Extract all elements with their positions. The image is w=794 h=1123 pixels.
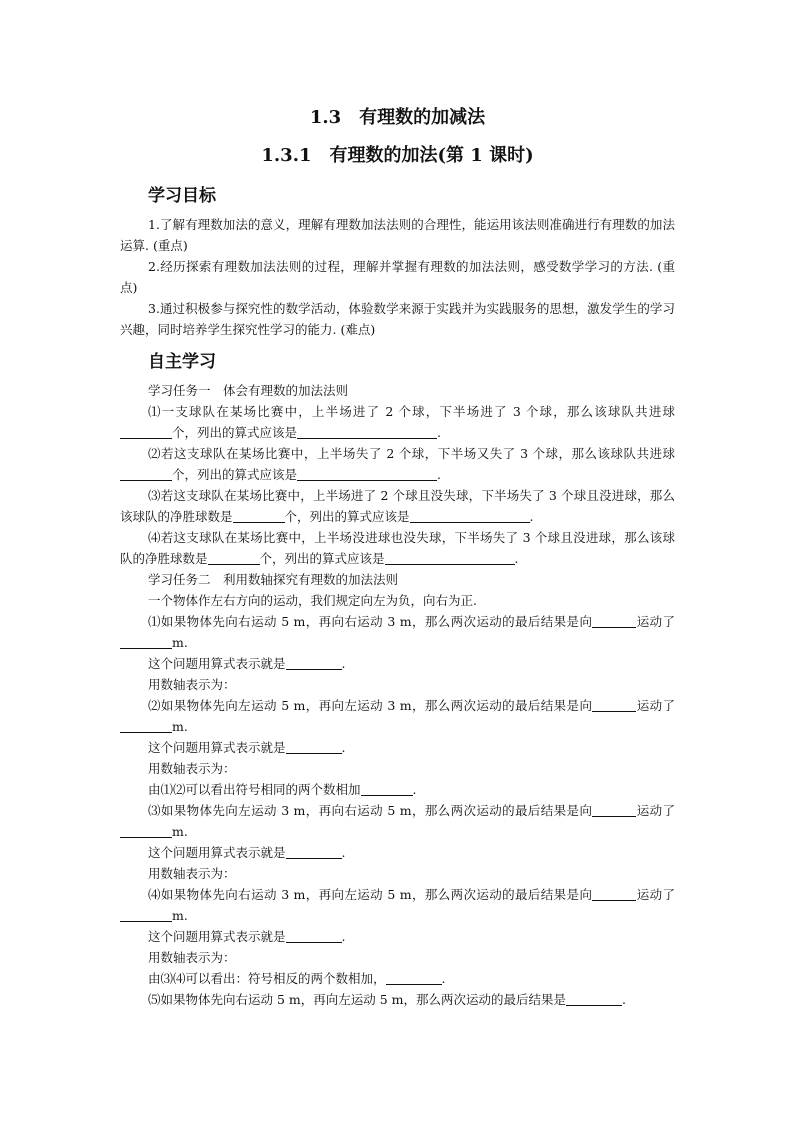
study-heading: 自主学习 [148, 352, 216, 372]
answer-blank[interactable] [592, 613, 636, 628]
objective-item: 2.经历探索有理数加法法则的过程，理解并掌握有理数的加法法则，感受数学学习的方法. (重点) [120, 259, 675, 295]
worksheet-page [120, 100, 675, 1010]
axis-line: 用数轴表示为： [148, 761, 236, 776]
answer-blank[interactable] [386, 970, 442, 985]
task1-question: ⑴一支球队在某场比赛中，上半场进了 2 个球，下半场进了 3 个球，那么该球队共进球个，列出的算式应该是 . [120, 401, 675, 443]
answer-blank[interactable] [120, 823, 172, 838]
answer-blank[interactable] [208, 550, 260, 565]
axis-line: 用数轴表示为： [148, 866, 236, 881]
answer-blank[interactable] [592, 886, 636, 901]
answer-blank[interactable] [120, 634, 172, 649]
formula-line: 这个问题用算式表示就是 . [148, 656, 346, 671]
task2-question: ⑴如果物体先向右运动 5 m，再向右运动 3 m，那么两次运动的最后结果是向 运动了m. [120, 611, 675, 653]
task1-title: 学习任务一 体会有理数的加法法则 [148, 383, 349, 398]
objectives-heading: 学习目标 [148, 186, 216, 206]
objective-item: 3.通过积极参与探究性的数学活动，体验数学来源于实践并为实践服务的思想，激发学生的学习兴趣，同时培养学生探究性学习的能力. (难点) [120, 301, 675, 337]
page-subtitle: 1.3.1 有理数的加法(第 1 课时) [261, 145, 534, 166]
task2-intro: 一个物体作左右方向的运动，我们规定向左为负，向右为正. [148, 593, 477, 608]
formula-line: 这个问题用算式表示就是 . [148, 845, 346, 860]
answer-blank[interactable] [361, 781, 413, 796]
answer-blank[interactable] [286, 739, 342, 754]
page-title: 1.3 有理数的加减法 [309, 107, 486, 128]
answer-blank[interactable] [566, 991, 622, 1006]
answer-blank[interactable] [286, 844, 342, 859]
answer-blank[interactable] [297, 466, 437, 481]
task2-title: 学习任务二 利用数轴探究有理数的加法法则 [148, 572, 399, 587]
task2-question: ⑸如果物体先向右运动 5 m，再向左运动 5 m，那么两次运动的最后结果是 . [148, 992, 626, 1007]
answer-blank[interactable] [120, 718, 172, 733]
formula-line: 这个问题用算式表示就是 . [148, 740, 346, 755]
answer-blank[interactable] [233, 508, 285, 523]
answer-blank[interactable] [120, 907, 172, 922]
axis-line: 用数轴表示为： [148, 950, 236, 965]
answer-blank[interactable] [297, 424, 437, 439]
answer-blank[interactable] [120, 466, 172, 481]
conclusion-line: 由⑶⑷可以看出：符号相反的两个数相加， . [148, 971, 446, 986]
answer-blank[interactable] [592, 802, 636, 817]
answer-blank[interactable] [286, 655, 342, 670]
conclusion-line: 由⑴⑵可以看出符号相同的两个数相加 . [148, 782, 417, 797]
axis-line: 用数轴表示为： [148, 677, 236, 692]
answer-blank[interactable] [286, 928, 342, 943]
task2-question: ⑶如果物体先向左运动 3 m，再向右运动 5 m，那么两次运动的最后结果是向 运动了m. [120, 800, 675, 842]
task1-question: ⑵若这支球队在某场比赛中，上半场失了 2 个球，下半场又失了 3 个球，那么该球队共进球个，列出的算式应该是 . [120, 443, 675, 485]
task2-question: ⑷如果物体先向右运动 3 m，再向左运动 5 m，那么两次运动的最后结果是向 运动了m. [120, 884, 675, 926]
task2-question: ⑵如果物体先向左运动 5 m，再向左运动 3 m，那么两次运动的最后结果是向 运动了m. [120, 695, 675, 737]
answer-blank[interactable] [385, 550, 515, 565]
task1-question: ⑷若这支球队在某场比赛中，上半场没进球也没失球，下半场失了 3 个球且没进球，那么该球队的净胜球数是 个，列出的算式应该是 . [120, 530, 675, 566]
task1-question: ⑶若这支球队在某场比赛中，上半场进了 2 个球且没失球，下半场失了 3 个球且没进球，那么该球队的净胜球数是 个，列出的算式应该是 . [120, 488, 675, 524]
formula-line: 这个问题用算式表示就是 . [148, 929, 346, 944]
objective-item: 1.了解有理数加法的意义，理解有理数加法法则的合理性，能运用该法则准确进行有理数的加法运算. (重点) [120, 217, 675, 253]
answer-blank[interactable] [410, 508, 530, 523]
answer-blank[interactable] [120, 424, 172, 439]
answer-blank[interactable] [592, 697, 636, 712]
